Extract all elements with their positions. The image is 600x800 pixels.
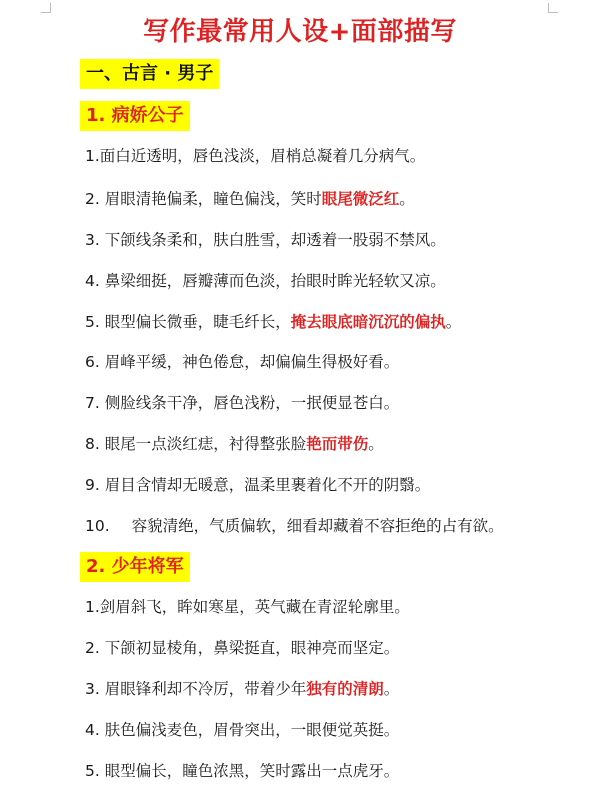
list-item	[85, 266, 446, 296]
item-highlight: 艳而带伤	[306, 435, 369, 453]
item-text: 9. 眉目含情却无暖意，温柔里裹着化不开的阴翳。	[85, 476, 431, 494]
list-item	[85, 592, 410, 622]
subsection-heading-sickly-noble: 1. 病娇公子	[80, 101, 190, 131]
item-text: 4. 鼻梁细挺，唇瓣薄而色淡，抬眼时眸光轻软又凉。	[85, 272, 446, 290]
item-text: 2. 下颌初显棱角，鼻梁挺直，眼神亮而坚定。	[85, 639, 400, 657]
list-item	[85, 633, 399, 663]
list-item	[85, 470, 430, 500]
item-text: 5. 眼型偏长，瞳色浓黑，笑时露出一点虎牙。	[85, 762, 400, 780]
item-text: 1.剑眉斜飞，眸如寒星，英气藏在青涩轮廓里。	[85, 598, 410, 616]
item-text: 3. 眉眼锋利却不冷厉，带着少年	[85, 680, 307, 698]
item-number: 10.	[85, 517, 110, 535]
list-item	[85, 429, 384, 459]
item-text-end: 。	[399, 190, 415, 208]
item-highlight: 眼尾微泛红	[321, 190, 400, 208]
item-text: 8. 眼尾一点淡红痣，衬得整张脸	[85, 435, 307, 453]
list-item	[85, 715, 399, 745]
item-highlight: 掩去眼底暗沉沉的偏执	[290, 313, 446, 331]
list-item	[85, 756, 399, 786]
item-text-end: 。	[368, 435, 384, 453]
item-text: 1.面白近透明，唇色浅淡，眉梢总凝着几分病气。	[85, 147, 426, 165]
list-item	[85, 184, 415, 214]
item-text: 5. 眼型偏长微垂，睫毛纤长，	[85, 313, 291, 331]
list-item	[85, 307, 461, 337]
list-item	[85, 388, 399, 418]
item-text-end: 。	[445, 313, 462, 331]
subsection-heading-young-general: 2. 少年将军	[80, 552, 190, 582]
item-text-end: 。	[383, 680, 400, 698]
item-highlight: 独有的清朗	[306, 680, 384, 698]
item-text: 6. 眉峰平缓，神色倦怠，却偏偏生得极好看。	[85, 353, 400, 371]
list-item	[85, 511, 504, 541]
list-item	[85, 347, 399, 377]
item-text: 2. 眉眼清艳偏柔，瞳色偏浅，笑时	[85, 190, 322, 208]
list-item	[85, 674, 399, 704]
item-text: 4. 肤色偏浅麦色，眉骨突出，一眼便觉英挺。	[85, 721, 400, 739]
list-item	[85, 225, 446, 255]
item-text: 3. 下颌线条柔和，肤白胜雪，却透着一股弱不禁风。	[85, 231, 446, 249]
item-text: 7. 侧脸线条干净，唇色浅粉，一抿便显苍白。	[85, 394, 400, 412]
page-title: 写作最常用人设+面部描写	[143, 17, 457, 47]
section-heading-ancient-male: 一、古言 · 男子	[80, 59, 219, 89]
item-text: 容貌清绝，气质偏软，细看却藏着不容拒绝的占有欲。	[131, 517, 504, 535]
list-item	[85, 141, 425, 171]
